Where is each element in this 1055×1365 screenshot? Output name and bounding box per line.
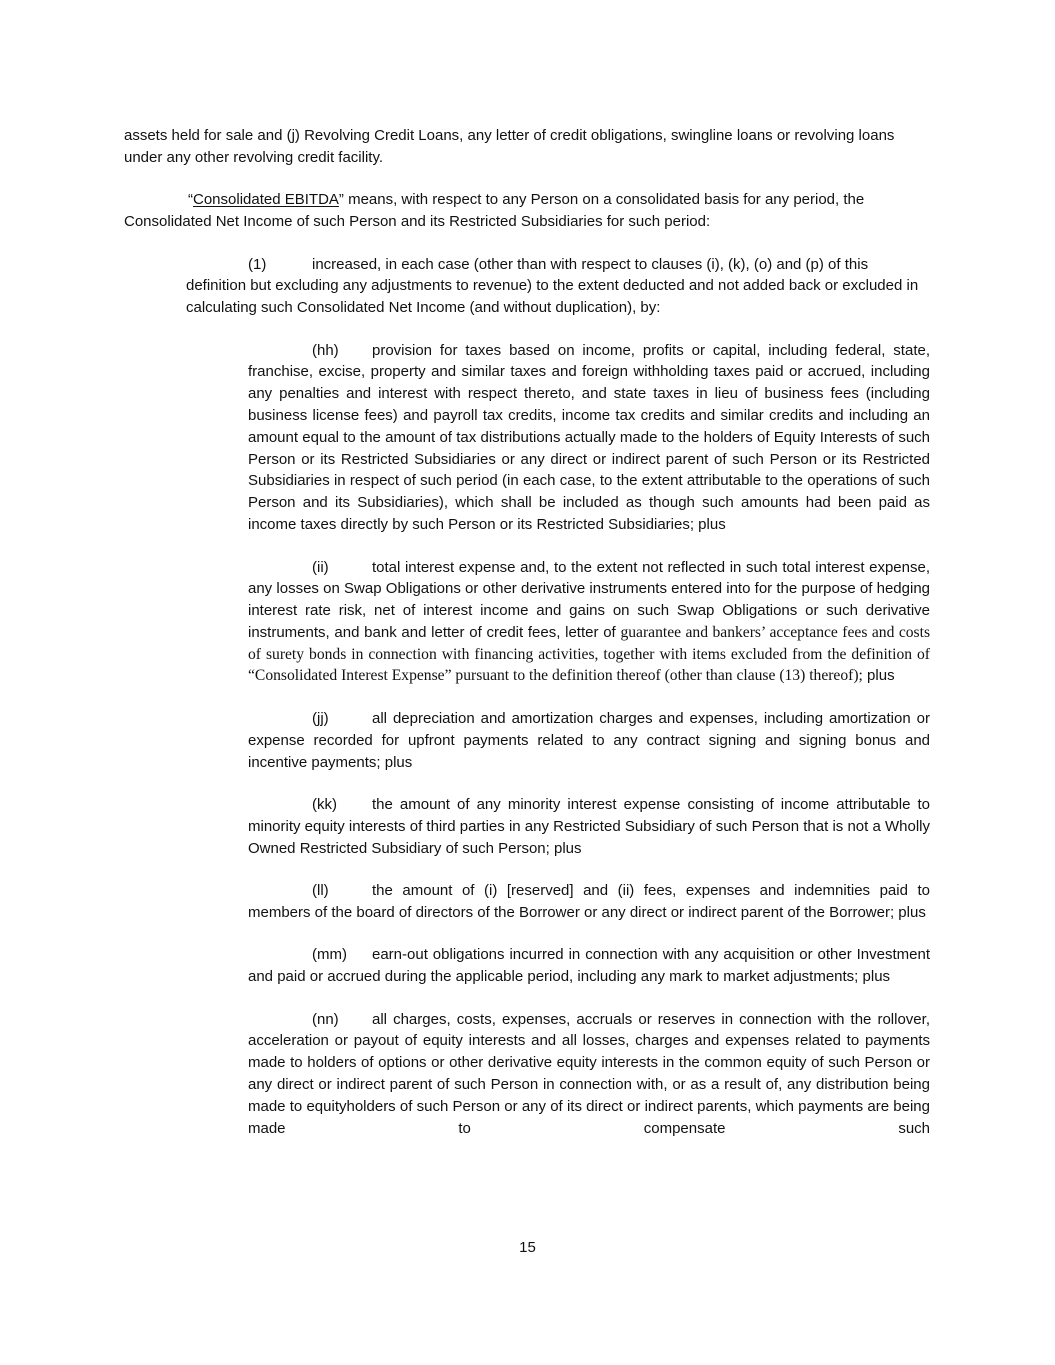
sub-clause-label: (ll) xyxy=(312,882,329,900)
sub-clause-text: the amount of any minority interest expense consisting of income attributable to minority equity interests of third parties in any Restricted Subsidiary of such Person that is not a Wholly Owned Restricted Subsidiary of such Person; plus xyxy=(248,796,930,857)
sub-clause-text: earn-out obligations incurred in connection with any acquisition or other Investment and paid or accrued during the applicable period, including any mark to market adjustments; plus xyxy=(248,946,930,986)
sub-clause-jj xyxy=(248,708,930,773)
definition-consolidated-ebitda xyxy=(124,189,930,233)
sub-clause-text: all charges, costs, expenses, accruals or reserves in connection with the rollover, acceleration or payout of equity interests and all losses, charges and expenses related to payments made to holders of options or other derivative equity interests in the common equity of such Person or any direct or indirect parent of such Person in connection with, or as a result of, any distribution being made to equityholders of such Person or any of its direct or indirect parents, which payments are being made to compensate such xyxy=(248,1010,930,1137)
sub-clause-label: (ii) xyxy=(312,558,329,576)
clause-label: (1) xyxy=(248,255,267,273)
sub-clause-label: (mm) xyxy=(312,946,347,964)
defined-term: Consolidated EBITDA xyxy=(193,191,339,209)
definition-text: ” means, with respect to any Person on a consolidated basis for any period, the Consolidated Net Income of such Person and its Restricted Subsidiaries for such period: xyxy=(124,191,865,231)
clause-1 xyxy=(186,254,930,319)
sub-clause-text: total interest expense and, to the extent not reflected in such total interest expense, any losses on Swap Obligations or other derivative instruments entered into for the purpose of hedging interest rate risk, net of interest income and gains on such Swap Obligations or such derivative instruments, and bank and letter of credit fees, letter of xyxy=(248,558,930,641)
page-number: 15 xyxy=(519,1239,536,1256)
sub-clause-text: provision for taxes based on income, profits or capital, including federal, state, franchise, excise, property and similar taxes and foreign withholding taxes paid or accrued, including any penalties and interest with respect thereto, and state taxes in lieu of business fees (including business license fees) and payroll tax credits, income tax credits and similar credits and including an amount equal to the amount of tax distributions actually made to the holders of Equity Interests of such Person or its Restricted Subsidiaries or any direct or indirect parent of such Person or its Restricted Subsidiaries in respect of such period (in each case, to the extent attributable to the operations of such Person and its Subsidiaries), which shall be included as though such amounts had been paid as income taxes directly by such Person or its Restricted Subsidiaries; plus xyxy=(248,341,930,534)
sub-clause-text: the amount of (i) [reserved] and (ii) fees, expenses and indemnities paid to members of the board of directors of the Borrower or any direct or indirect parent of the Borrower; plus xyxy=(248,882,930,921)
sub-clause-label: (hh) xyxy=(312,341,339,359)
document-body xyxy=(124,125,930,1160)
sub-clause-label: (jj) xyxy=(312,709,329,727)
sub-clause-nn xyxy=(248,1009,930,1140)
sub-clause-text: all depreciation and amortization charges and expenses, including amortization or expense recorded for upfront payments related to any contract signing and signing bonus and incentive payments; plus xyxy=(248,709,930,771)
sub-clause-label: (nn) xyxy=(312,1010,339,1028)
sub-clause-kk xyxy=(248,794,930,859)
sub-clause-ll xyxy=(248,880,930,924)
paragraph-intro: assets held for sale and (j) Revolving Credit Loans, any letter of credit obligations, swingline loans or revolving loans under any other revolving credit facility. xyxy=(124,127,895,166)
sub-clause-label: (kk) xyxy=(312,796,337,814)
clause-text: increased, in each case (other than with respect to clauses (i), (k), (o) and (p) of this definition but excluding any adjustments to revenue) to the extent deducted and not added back or excluded in calculating such Consolidated Net Income (and without duplication), by: xyxy=(186,255,919,317)
sub-clause-text-serif: guarantee and bankers’ acceptance fees and costs of surety bonds in connection with financing activities, together with items excluded from the definition of “Consolidated Interest Expense” pursuant to the definition thereof (other than clause (13) thereof); xyxy=(248,623,931,685)
sub-clause-ii xyxy=(248,557,930,688)
sub-clause-hh xyxy=(248,340,930,536)
sub-clause-mm xyxy=(248,944,930,988)
open-quote: “ xyxy=(188,191,193,209)
sub-clause-tail: plus xyxy=(867,667,895,685)
